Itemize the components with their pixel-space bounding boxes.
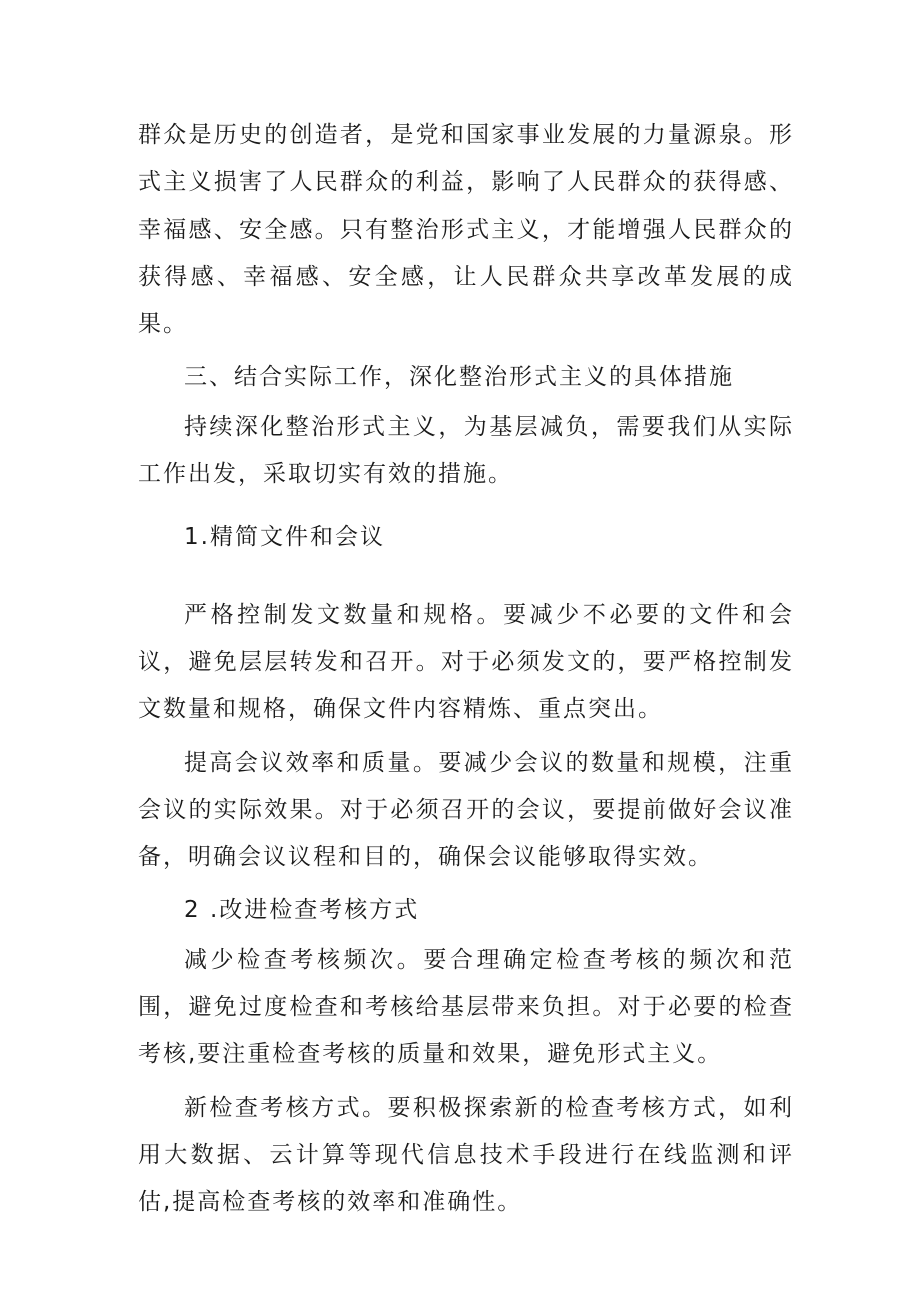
paragraph-reduce-inspection: 减少检查考核频次。要合理确定检查考核的频次和范围，避免过度检查和考核给基层带来负担。对于必要的检查考核,要注重检查考核的质量和效果，避免形式主义。 xyxy=(138,946,794,1068)
paragraph-masses-role: 群众是历史的创造者，是党和国家事业发展的力量源泉。形式主义损害了人民群众的利益，影响了人民群众的获得感、幸福感、安全感。只有整治形式主义，才能增强人民群众的获得感、幸福感、安全感，让人民群众共享改革发展的成果。 xyxy=(138,122,794,338)
paragraph-measures-intro: 持续深化整治形式主义，为基层减负，需要我们从实际工作出发，采取切实有效的措施。 xyxy=(138,413,794,488)
document-body xyxy=(138,112,794,1227)
subheading-improve-inspection: 2 .改进检查考核方式 xyxy=(184,897,420,924)
section-heading-three: 三、结合实际工作，深化整治形式主义的具体措施 xyxy=(184,364,734,391)
subheading-streamline-docs-meetings: 1.精简文件和会议 xyxy=(184,524,385,551)
paragraph-meeting-efficiency: 提高会议效率和质量。要减少会议的数量和规模，注重会议的实际效果。对于必须召开的会议，要提前做好会议准备，明确会议议程和目的，确保会议能够取得实效。 xyxy=(138,749,794,871)
paragraph-control-documents: 严格控制发文数量和规格。要减少不必要的文件和会议，避免层层转发和召开。对于必须发文的，要严格控制发文数量和规格，确保文件内容精炼、重点突出。 xyxy=(138,601,794,723)
paragraph-new-inspection-methods: 新检查考核方式。要积极探索新的检查考核方式，如利用大数据、云计算等现代信息技术手段进行在线监测和评估,提高检查考核的效率和准确性。 xyxy=(138,1094,794,1216)
